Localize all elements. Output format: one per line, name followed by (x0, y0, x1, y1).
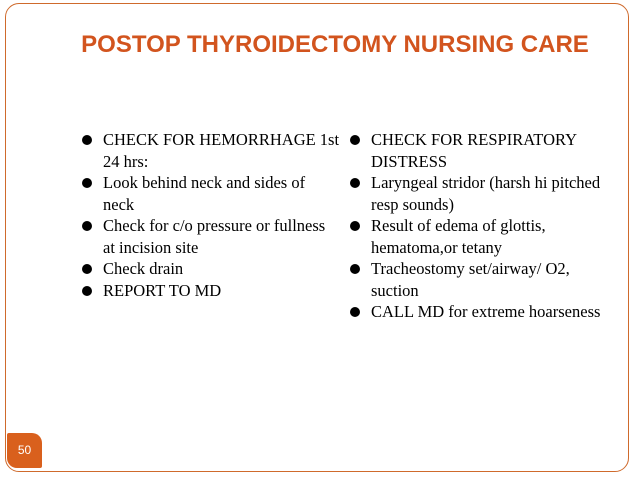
left-list-item-4 (78, 258, 340, 280)
right-list-item-text: Laryngeal stridor (harsh hi pitched resp sounds) (371, 173, 601, 214)
bullet-icon (350, 221, 360, 231)
right-list-item-3 (346, 215, 608, 258)
left-list-item-text: CHECK FOR HEMORRHAGE 1st 24 hrs: (103, 130, 340, 171)
left-list-item-text: Check for c/o pressure or fullness at incision site (103, 216, 326, 257)
bullet-icon (350, 135, 360, 145)
bullet-icon (82, 221, 92, 231)
slide-title: POSTOP THYROIDECTOMY NURSING CARE (81, 31, 589, 58)
right-list-item-5 (346, 301, 608, 323)
page-number-badge: 50 (7, 433, 42, 468)
right-list-item-4 (346, 258, 608, 301)
right-list-item-text: CHECK FOR RESPIRATORY DISTRESS (371, 130, 577, 171)
bullet-icon (350, 307, 360, 317)
bullet-icon (82, 264, 92, 274)
right-list-item-1 (346, 129, 608, 172)
bullet-icon (82, 178, 92, 188)
bullet-icon (82, 135, 92, 145)
left-list-item-1 (78, 129, 340, 172)
right-list-item-text: Tracheostomy set/airway/ O2, suction (371, 259, 570, 300)
left-list-item-5 (78, 280, 340, 302)
bullet-icon (350, 264, 360, 274)
left-list-item-text: Look behind neck and sides of neck (103, 173, 306, 214)
right-list-item-text: CALL MD for extreme hoarseness (371, 302, 601, 321)
left-list-item-text: Check drain (103, 259, 184, 278)
right-list-item-2 (346, 172, 608, 215)
left-bullet-list (78, 129, 340, 301)
right-bullet-list (346, 129, 608, 323)
right-list-item-text: Result of edema of glottis, hematoma,or tetany (371, 216, 546, 257)
left-list-item-2 (78, 172, 340, 215)
left-list-item-3 (78, 215, 340, 258)
left-list-item-text: REPORT TO MD (103, 280, 222, 300)
bullet-icon (350, 178, 360, 188)
bullet-icon (82, 286, 92, 296)
